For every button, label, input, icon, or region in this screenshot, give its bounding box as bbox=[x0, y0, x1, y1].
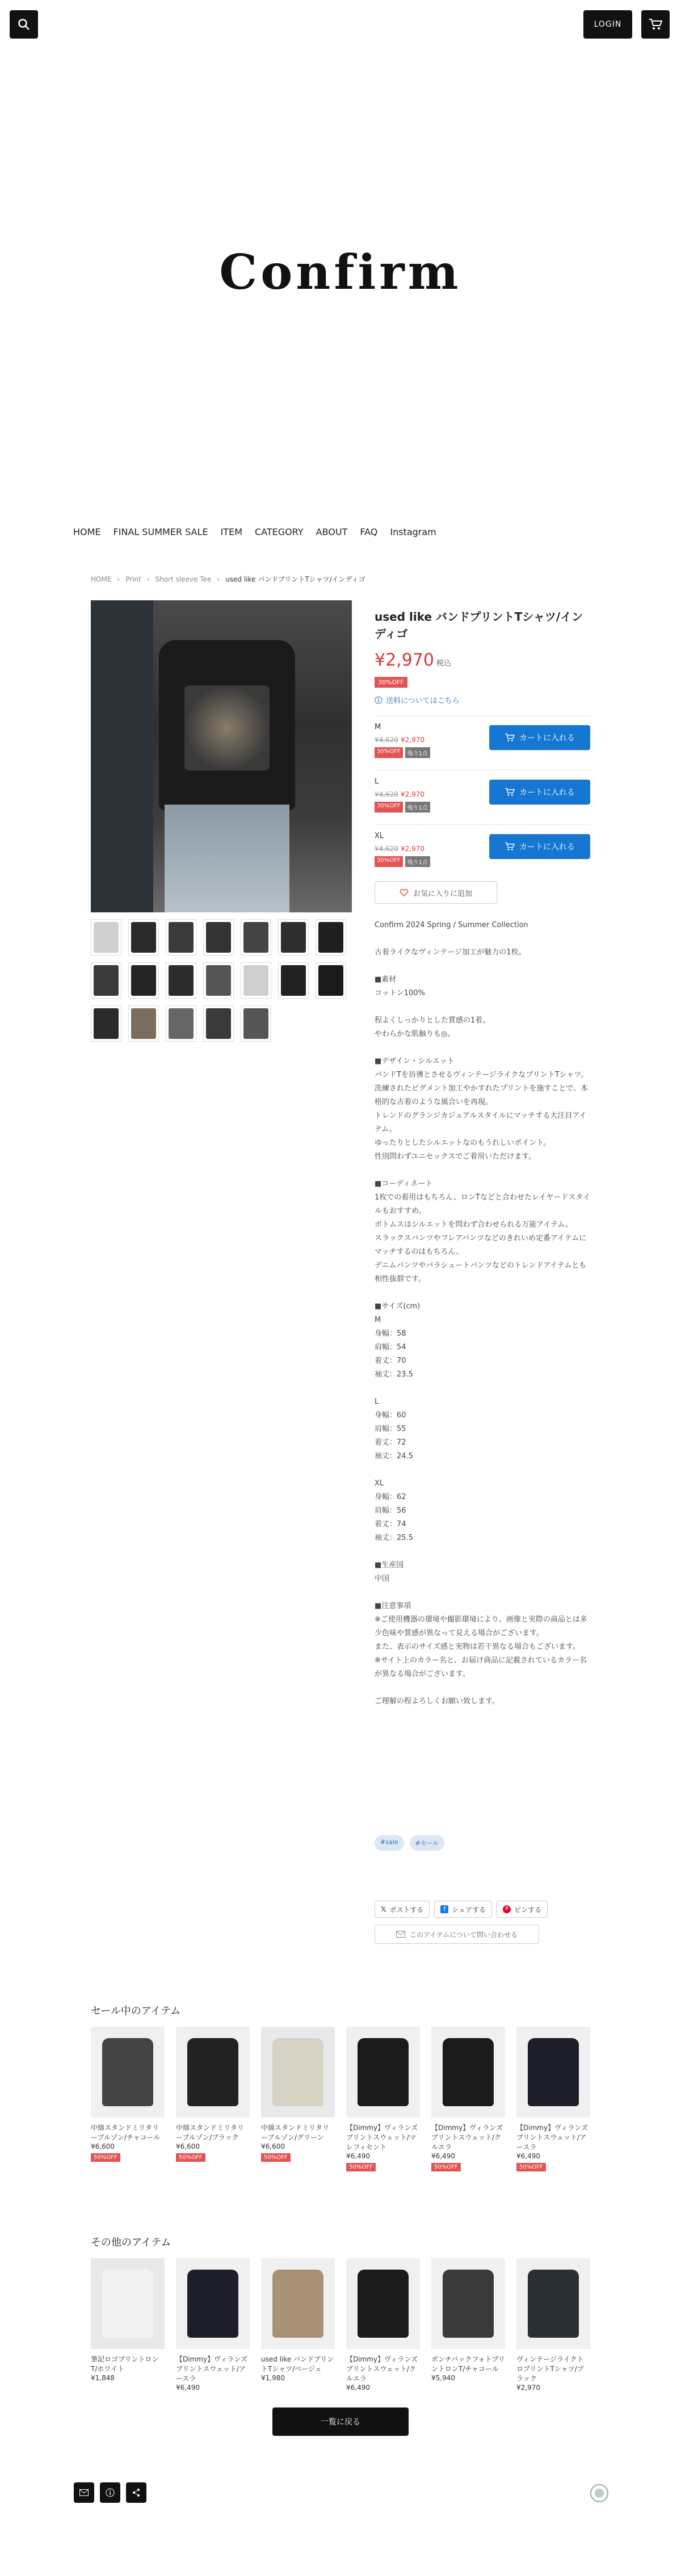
variant-stock-badge: 残り1点 bbox=[405, 856, 430, 867]
discount-badge: 30%OFF bbox=[375, 677, 407, 688]
product-card-price: ¥6,490 bbox=[516, 2152, 540, 2160]
product-card-price: ¥6,490 bbox=[346, 2152, 370, 2160]
product-card-image[interactable] bbox=[516, 2027, 590, 2118]
footer-share-button[interactable] bbox=[126, 2482, 146, 2503]
product-card-price: ¥6,600 bbox=[176, 2143, 200, 2150]
variant-prices: ¥4,620 ¥2,970 bbox=[375, 790, 424, 798]
cart-icon bbox=[649, 18, 662, 31]
product-card-image[interactable] bbox=[261, 2027, 335, 2118]
favorite-button[interactable]: お気に入りに追加 bbox=[375, 881, 497, 904]
product-card-name[interactable]: 【Dimmy】ヴィランズプリントスウェット/クルエラ bbox=[346, 2355, 418, 2383]
product-card-price: ¥6,490 bbox=[176, 2384, 200, 2392]
footer-mail-button[interactable] bbox=[74, 2482, 94, 2503]
product-card-image[interactable] bbox=[176, 2027, 250, 2118]
product-card-image[interactable] bbox=[431, 2258, 505, 2349]
info-icon bbox=[106, 2488, 115, 2497]
product-title: used like バンドプリントTシャツ/インディゴ bbox=[375, 610, 583, 641]
add-to-cart-button[interactable]: カートに入れる bbox=[489, 834, 590, 859]
product-thumbnail[interactable] bbox=[203, 1005, 234, 1042]
product-card-price: ¥2,970 bbox=[516, 2384, 540, 2392]
product-card[interactable] bbox=[261, 2027, 335, 2171]
share-facebook-button[interactable]: f シェアする bbox=[434, 1901, 492, 1918]
product-card-name[interactable]: ヴィンテージライクトロプリントTシャツ/ブラック bbox=[516, 2355, 584, 2383]
cart-icon bbox=[505, 842, 515, 851]
site-logo[interactable]: Confirm bbox=[219, 244, 462, 300]
search-button[interactable] bbox=[10, 10, 38, 39]
product-card[interactable] bbox=[176, 2027, 250, 2171]
product-card-off-badge: 50%OFF bbox=[516, 2163, 546, 2171]
product-card-price: ¥6,490 bbox=[346, 2384, 370, 2392]
sale-items-row bbox=[91, 2027, 590, 2171]
variant-off-badge: 30%OFF bbox=[375, 856, 403, 867]
product-card-name[interactable]: 中綿スタンドミリタリーブルゾン/チャコール bbox=[91, 2124, 161, 2141]
product-card-price: ¥1,980 bbox=[261, 2374, 285, 2382]
breadcrumb-link[interactable]: HOME bbox=[91, 575, 112, 583]
product-card-name[interactable]: 中綿スタンドミリタリーブルゾン/グリーン bbox=[261, 2124, 330, 2141]
product-card[interactable] bbox=[261, 2258, 335, 2392]
variant-prices: ¥4,620 ¥2,970 bbox=[375, 736, 424, 744]
breadcrumb bbox=[91, 574, 365, 584]
variant-row bbox=[375, 715, 590, 762]
product-card-name[interactable]: 中綿スタンドミリタリーブルゾン/ブラック bbox=[176, 2124, 245, 2141]
product-thumbnail[interactable] bbox=[278, 919, 309, 956]
breadcrumb-separator-icon: › bbox=[146, 575, 150, 583]
variant-stock-badge: 残り1点 bbox=[405, 802, 430, 813]
footer-icons bbox=[74, 2482, 146, 2503]
product-thumbnail[interactable] bbox=[203, 919, 234, 956]
product-card-off-badge: 50%OFF bbox=[346, 2163, 376, 2171]
product-card-name[interactable]: ボンチバックフォトプリントロンT/チャコール bbox=[431, 2355, 505, 2373]
product-card-price: ¥6,490 bbox=[431, 2152, 455, 2160]
product-card[interactable] bbox=[516, 2258, 590, 2392]
mail-icon bbox=[79, 2489, 89, 2496]
info-icon bbox=[375, 696, 382, 704]
inquiry-button[interactable]: このアイテムについて問い合わせる bbox=[375, 1925, 539, 1944]
shipping-link[interactable]: 送料についてはこちら bbox=[375, 694, 590, 705]
product-card-image[interactable] bbox=[516, 2258, 590, 2349]
product-thumbnail[interactable] bbox=[316, 919, 346, 956]
product-card-image[interactable] bbox=[91, 2027, 165, 2118]
share-icon bbox=[132, 2488, 141, 2497]
product-card-name[interactable]: used like バンドプリントTシャツ/ベージュ bbox=[261, 2355, 334, 2373]
product-thumbnail[interactable] bbox=[166, 919, 196, 956]
product-main-image bbox=[91, 600, 352, 912]
product-thumbnail[interactable] bbox=[91, 962, 121, 999]
product-thumbnail[interactable] bbox=[278, 962, 309, 999]
variant-row bbox=[375, 770, 590, 816]
mail-icon bbox=[396, 1931, 405, 1938]
product-card-off-badge: 50%OFF bbox=[431, 2163, 461, 2171]
login-button[interactable]: LOGIN bbox=[583, 10, 632, 39]
add-to-cart-button[interactable]: カートに入れる bbox=[489, 780, 590, 805]
product-card-name[interactable]: 【Dimmy】ヴィランズプリントスウェット/クルエラ bbox=[431, 2124, 503, 2151]
share-x-button[interactable]: 𝕏 ポストする bbox=[375, 1901, 430, 1918]
product-card-image[interactable] bbox=[261, 2258, 335, 2349]
cart-icon bbox=[505, 788, 515, 797]
product-card-name[interactable]: 【Dimmy】ヴィランズプリントスウェット/マレフィセント bbox=[346, 2124, 418, 2151]
facebook-icon: f bbox=[440, 1905, 448, 1913]
tag-link[interactable]: #sale bbox=[375, 1835, 404, 1851]
product-card-off-badge: 50%OFF bbox=[176, 2153, 205, 2162]
product-thumbnail[interactable] bbox=[128, 962, 159, 999]
product-card-name[interactable]: 【Dimmy】ヴィランズプリントスウェット/アースラ bbox=[176, 2355, 247, 2383]
store-badge-icon[interactable] bbox=[590, 2484, 608, 2502]
product-thumbnail[interactable] bbox=[166, 962, 196, 999]
back-to-list-button[interactable]: 一覧に戻る bbox=[272, 2407, 409, 2436]
tag-link[interactable]: #セール bbox=[410, 1835, 445, 1851]
product-thumbnail[interactable] bbox=[166, 1005, 196, 1042]
variant-size: M bbox=[375, 723, 381, 731]
product-thumbnail[interactable] bbox=[241, 1005, 271, 1042]
product-card[interactable] bbox=[91, 2258, 165, 2392]
nav-item[interactable]: Instagram bbox=[390, 527, 436, 537]
share-pinterest-button[interactable]: P ピンする bbox=[497, 1901, 548, 1918]
product-card-price: ¥6,600 bbox=[261, 2143, 285, 2150]
add-to-cart-button[interactable]: カートに入れる bbox=[489, 725, 590, 750]
variant-row bbox=[375, 824, 590, 871]
product-info bbox=[375, 608, 590, 1708]
footer-info-button[interactable] bbox=[100, 2482, 120, 2503]
product-price: ¥2,970 税込 bbox=[375, 650, 451, 670]
nav-item[interactable]: CATEGORY bbox=[255, 527, 304, 537]
product-card-price: ¥1,848 bbox=[91, 2374, 115, 2382]
product-thumbnails bbox=[91, 919, 358, 1042]
product-thumbnail[interactable] bbox=[128, 1005, 159, 1042]
variant-off-badge: 30%OFF bbox=[375, 802, 403, 813]
share-buttons bbox=[375, 1901, 548, 1918]
search-icon bbox=[18, 18, 30, 31]
product-card-image[interactable] bbox=[346, 2258, 420, 2349]
other-items-row bbox=[91, 2258, 590, 2392]
nav-item[interactable]: HOME bbox=[73, 527, 101, 537]
product-card-name[interactable]: 筆記ロゴプリントロンT/ホワイト bbox=[91, 2355, 159, 2373]
product-card[interactable] bbox=[431, 2027, 505, 2171]
breadcrumb-link[interactable]: Short sleeve Tee bbox=[155, 575, 212, 583]
variant-off-badge: 30%OFF bbox=[375, 747, 403, 758]
global-nav bbox=[73, 527, 436, 537]
pinterest-icon: P bbox=[503, 1905, 511, 1913]
nav-item[interactable]: FINAL SUMMER SALE bbox=[113, 527, 208, 537]
variant-stock-badge: 残り1点 bbox=[405, 747, 430, 758]
product-thumbnail[interactable] bbox=[128, 919, 159, 956]
product-card-image[interactable] bbox=[91, 2258, 165, 2349]
product-thumbnail[interactable] bbox=[91, 1005, 121, 1042]
product-description: Confirm 2024 Spring / Summer Collection 古着ライクなヴィンテージ加工が魅力の1枚。 ■素材 コットン100% 程よくしっかりとした質感の1着。 やわらかな肌触りも◎。 ■デザイン・シルエット バンドTを彷彿とさせるヴィンテージライクなプリントTシャツ。 洗練されたピグメント加工やかすれたプリントを施すことで、本格的な古着のような風合いを再現。 トレンドのグランジカジュアルスタイルにマッチする大注目アイテム。 ゆったりとしたシルエットなのもうれしいポイント。 性別問わずユニセックスでご着用いただけます。 ■コーディネート 1枚での着用はもちろん、ロンTなどと合わせたレイヤードスタイルもおすすめ。 ボトムスはシルエットを問わず合わせられる万能アイテム。 スラックスパンツやフレアパンツなどのきれいめ定番アイテムにマッチするのはもちろん、 デニムパンツやパラシュートパンツなどのトレンドアイテムとも相性抜群です。 ■サイズ(cm) M 身幅：58 肩幅：54 着丈：70 袖丈：23.5 L 身幅：60 肩幅：55 着丈：72 袖丈：24.5 XL 身幅：62 肩幅：56 着丈：74 袖丈：25.5 ■生産国 中国 ■注意事項 ※ご使用機器の環境や撮影環境により、画像と実際の商品とは多少色味や質感が異なって見える場合がございます。 また、表示のサイズ感と実物は若干異なる場合もございます。 ※サイト上のカラー名と、お届け商品に記載されているカラー名が異なる場合がございます。 ご理解の程よろしくお願い致します。 bbox=[375, 921, 590, 1706]
product-card[interactable] bbox=[346, 2027, 420, 2171]
product-card-image[interactable] bbox=[346, 2027, 420, 2118]
breadcrumb-current: used like バンドプリントTシャツ/インディゴ bbox=[225, 575, 365, 583]
variant-size: L bbox=[375, 777, 379, 786]
product-card[interactable] bbox=[346, 2258, 420, 2392]
other-section-title: その他のアイテム bbox=[91, 2237, 171, 2249]
product-card-price: ¥5,940 bbox=[431, 2374, 455, 2382]
product-card[interactable] bbox=[91, 2027, 165, 2171]
product-thumbnail[interactable] bbox=[203, 962, 234, 999]
product-card-image[interactable] bbox=[431, 2027, 505, 2118]
product-tags bbox=[375, 1835, 444, 1851]
product-card-off-badge: 50%OFF bbox=[261, 2153, 291, 2162]
product-card[interactable] bbox=[516, 2027, 590, 2171]
nav-item[interactable]: ITEM bbox=[220, 527, 242, 537]
product-thumbnail[interactable] bbox=[241, 919, 271, 956]
nav-item[interactable]: ABOUT bbox=[316, 527, 348, 537]
variant-size: XL bbox=[375, 832, 384, 840]
product-card[interactable] bbox=[431, 2258, 505, 2392]
heart-icon bbox=[400, 889, 409, 896]
breadcrumb-separator-icon: › bbox=[117, 575, 120, 583]
breadcrumb-separator-icon: › bbox=[217, 575, 220, 583]
cart-icon bbox=[505, 733, 515, 742]
product-thumbnail[interactable] bbox=[316, 962, 346, 999]
breadcrumb-link[interactable]: Print bbox=[125, 575, 141, 583]
product-card-price: ¥6,600 bbox=[91, 2143, 115, 2150]
product-thumbnail[interactable] bbox=[91, 919, 121, 956]
variant-prices: ¥4,620 ¥2,970 bbox=[375, 845, 424, 853]
product-card-off-badge: 50%OFF bbox=[91, 2153, 120, 2162]
x-icon: 𝕏 bbox=[381, 1905, 386, 1913]
product-card-image[interactable] bbox=[176, 2258, 250, 2349]
cart-button[interactable] bbox=[641, 10, 670, 39]
nav-item[interactable]: FAQ bbox=[360, 527, 378, 537]
product-thumbnail[interactable] bbox=[241, 962, 271, 999]
product-card[interactable] bbox=[176, 2258, 250, 2392]
sale-section-title: セール中のアイテム bbox=[91, 2005, 181, 2017]
product-card-name[interactable]: 【Dimmy】ヴィランズプリントスウェット/アースラ bbox=[516, 2124, 588, 2151]
